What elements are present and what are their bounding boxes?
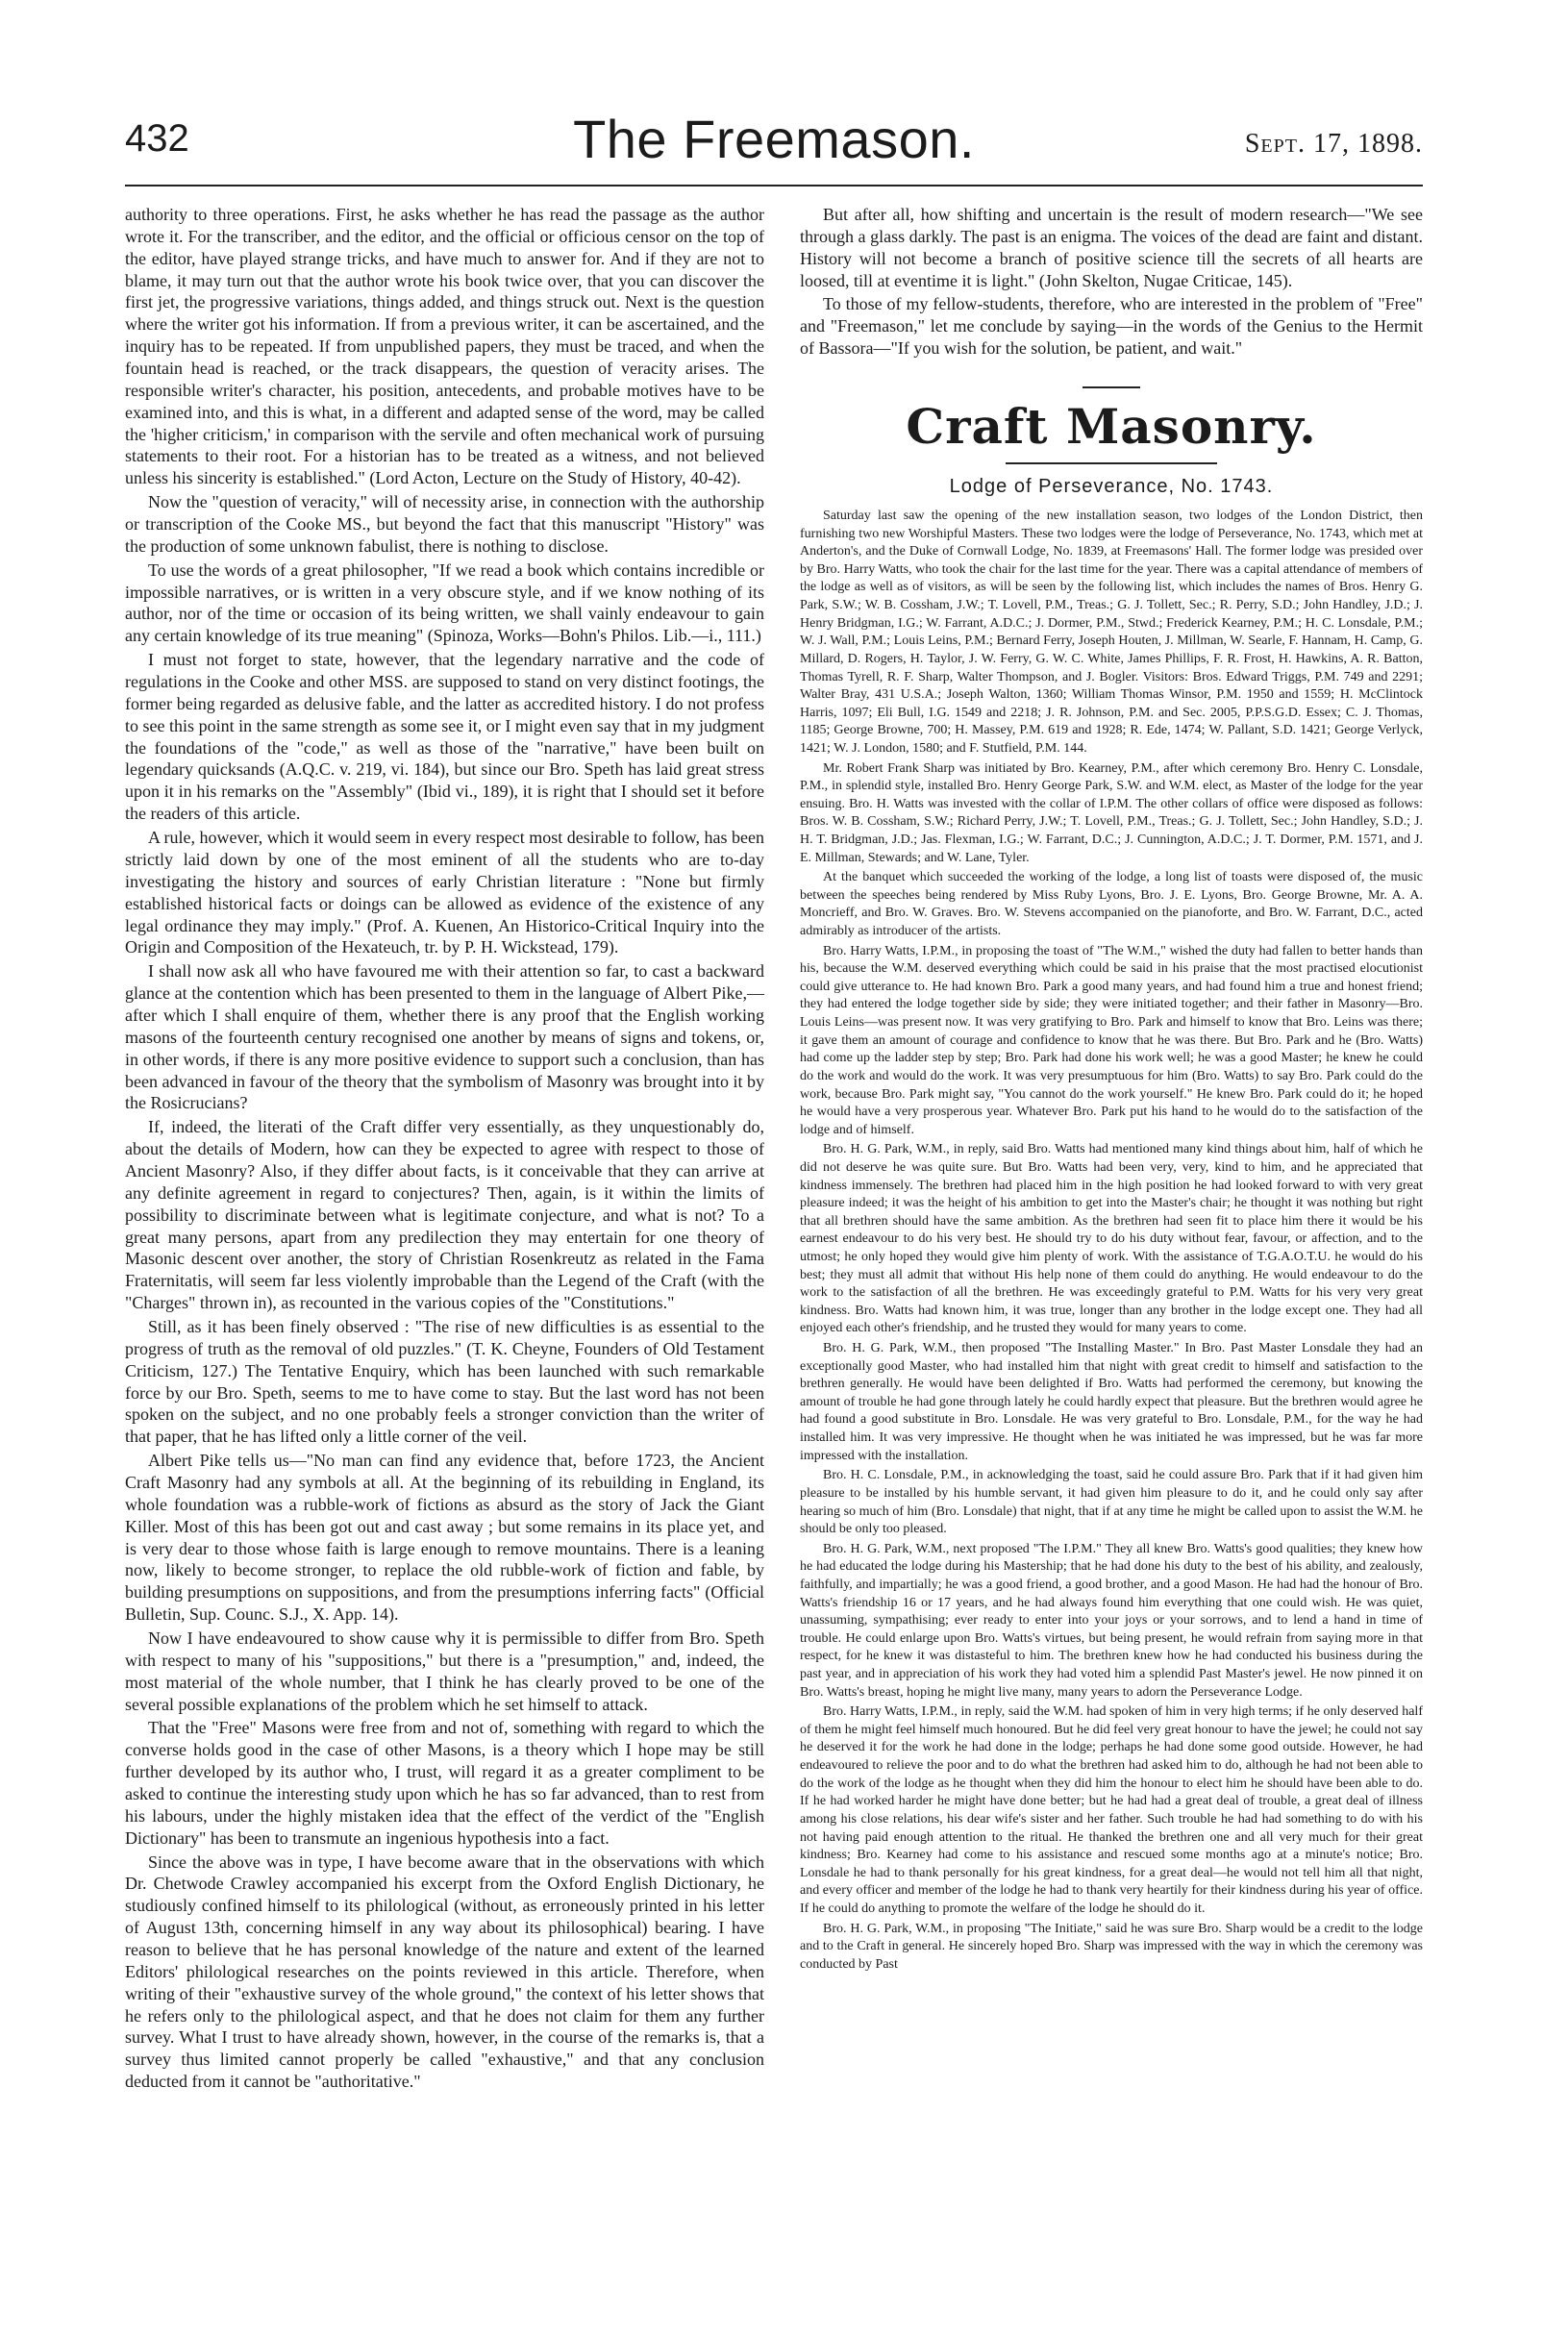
left-paragraph-12: Since the above was in type, I have become aware that in the observations with which Dr. Chetwode Crawley accompanied his excerpt from the Oxford English Dictionary, he studiously confined himself to its philological (without, as erroneously printed in his letter of August 13th, concerning himself in any way about its philosophical) bearing. I have reason to believe that he has personal knowledge of the nature and extent of the learned Editors' philological researches on the points reviewed in this article. Therefore, when writing of their "exhaustive survey of the whole ground," the context of his letter shows that he refers only to the philological aspect, and that he does not claim for them any further survey. What I trust to have already shown, however, in the course of the remarks is, that a survey thus limited cannot properly be called "exhaustive," and that any conclusion deducted from it cannot be "authoritative." <box>125 1851 764 2092</box>
left-paragraph-3: To use the words of a great philosopher, "If we read a book which contains incredible or impossible narratives, or is written in a very obscure style, and if we know nothing of its author, nor of the time or occasion of its being written, we shall vainly endeavour to gain any certain knowledge of its true meaning" (Spinoza, Works—Bohn's Philos. Lib.—i., 111.) <box>125 559 764 646</box>
report-paragraph-8: Bro. H. G. Park, W.M., next proposed "The I.P.M." They all knew Bro. Watts's good qualities; they knew how he had educated the lodge during his Mastership; that he had done his duty to the best of his ability, and zealously, faithfully, and impartially; he was a good friend, a good brother, and a good Mason. He had had the honour of Bro. Watts's friendship 16 or 17 years, and he had always found him everything that one could wish. He was quiet, unassuming, sympathising; ever ready to enter into your joys or your sorrows, and to lend a hand in time of trouble. He could enlarge upon Bro. Watts's virtues, but being present, he would refrain from saying more in that respect, for he knew it was distasteful to him. The brethren knew how he had conducted his business during the past year, and in appreciation of his work they had voted him a splendid Past Master's jewel. He now pinned it on Bro. Watts's breast, hoping he might live many, many years to adorn the Perseverance Lodge. <box>800 1541 1423 1700</box>
left-paragraph-1: authority to three operations. First, he asks whether he has read the passage as the author wrote it. For the transcriber, and the editor, and the official or officious censor on the top of the editor, have played strange tricks, and have much to answer for. And if they are not to blame, it may turn out that the author wrote his book twice over, that you can discover the first jet, the progressive variations, things added, and things struck out. Next is the question where the writer got his information. If from a previous writer, it can be ascertained, and the inquiry has to be repeated. If from unpublished papers, they must be traced, and when the fountain head is reached, or the track disappears, the question of veracity arises. The responsible writer's character, his position, antecedents, and probable motives have to be examined into, and this is what, in a different and adapted sense of the word, may be called the 'higher criticism,' in comparison with the servile and often mechanical work of pursuing statements to their root. For a historian has to be treated as a witness, and not believed unless his sincerity is established." (Lord Acton, Lecture on the Study of History, 40-42). <box>125 205 764 488</box>
left-paragraph-4: I must not forget to state, however, that the legendary narrative and the code of regulations in the Cooke and other MSS. are supposed to stand on very distinct footings, the former being regarded as delusive fable, and the latter as accredited history. I do not profess to see this point in the same strength as some see it, or I might even say that in my judgment the foundations of the "code," as well as those of the "narrative," have been built on legendary quicksands (A.Q.C. v. 219, vi. 184), but since our Bro. Speth has laid great stress upon it in his remarks on the "Assembly" (Ibid vi., 189), it is right that I should set it before the readers of this article. <box>125 650 764 824</box>
heading-rule-top <box>1083 386 1140 388</box>
left-paragraph-10: Now I have endeavoured to show cause why it is permissible to differ from Bro. Speth with respect to many of his "suppositions," but there is a "presumption," and, indeed, the most material of the whole number, that I think he has clearly proved to be one of the several possible explanations of the problem which he set himself to attack. <box>125 1628 764 1714</box>
masthead-rule <box>125 185 1423 186</box>
report-paragraph-6: Bro. H. G. Park, W.M., then proposed "The Installing Master." In Bro. Past Master Lonsdale they had an exceptionally good Master, who had installed him that night with great credit to himself and satisfaction to the brethren generally. He would have been delighted if Bro. Watts had performed the ceremony, but knowing the amount of trouble he had gone through lately he could hardly expect that pleasure. But the brethren would agree he had found a good substitute in Bro. Lonsdale. He was very grateful to Bro. Lonsdale, P.M., for the way he had installed him. It was very impressive. He thought when he was initiated he was impressed, but he was far more impressed with the installation. <box>800 1341 1423 1463</box>
report-paragraph-10: Bro. H. G. Park, W.M., in proposing "The Initiate," said he was sure Bro. Sharp would be a credit to the lodge and to the Craft in general. He sincerely hoped Bro. Sharp was impressed with the way in which the ceremony was conducted by Past <box>800 1921 1423 1972</box>
right-paragraph-1: But after all, how shifting and uncertain is the result of modern research—"We see through a glass darkly. The past is an enigma. The voices of the dead are faint and distant. History will not become a branch of positive science till the secrets of all hearts are loosed, till at eventime it is light." (John Skelton, Nugae Criticae, 145). <box>800 205 1423 290</box>
masthead <box>125 108 1423 185</box>
report-paragraph-4: Bro. Harry Watts, I.P.M., in proposing the toast of "The W.M.," wished the duty had fallen to better hands than his, because the W.M. deserved everything which could be said in his praise that the most practised elocutionist could give utterance to. He had known Bro. Park a good many years, and had found him a true and honest friend; they had entered the lodge together side by side; they were initiated together; and their father in Masonry—Bro. Louis Leins—was present now. It was very gratifying to Bro. Park and himself to know that Bro. Leins was there; it gave them an amount of courage and confidence to know that he was there. But Bro. Park and he (Bro. Watts) had come up the ladder step by step; Bro. Park had done his work well; he was a good Master; he knew he could do the work and would do the work. It was very presumptuous for him (Bro. Watts) to say Bro. Park could do the work, because Bro. Park might say, "You cannot do the work yourself." He knew Bro. Park could do it; he hoped he would have a very prosperous year. Whatever Bro. Park put his hand to he would do to the satisfaction of the lodge and of himself. <box>800 943 1423 1137</box>
page-number: 432 <box>125 117 189 160</box>
left-paragraph-8: Still, as it has been finely observed : "The rise of new difficulties is as essential to the progress of truth as the removal of old puzzles." (T. K. Cheyne, Founders of Old Testament Criticism, 127.) The Tentative Enquiry, which has been launched with such remarkable force by our Bro. Speth, seems to me to have come to stay. But the last word has not been spoken on the subject, and no one probably feels a stronger conviction than the writer of that paper, that he has lifted only a little corner of the veil. <box>125 1316 764 1447</box>
report-paragraph-9: Bro. Harry Watts, I.P.M., in reply, said the W.M. had spoken of him in very high terms; if he only deserved half of them he might feel himself much honoured. But he did feel very great honour to have the jewel; he could not say he deserved it for the work he had done in the lodge; perhaps he had done some good outside. However, he had endeavoured to relieve the poor and to do what the brethren had asked him to do, although he had not been able to do the work of the lodge as he thought when they did him the honour to elect him he should have been able to do. If he had worked harder he might have done better; but he had had a great deal of trouble, a great deal of illness among his close relations, his dear wife's sister and her father. Such trouble he had had something to do with his not having paid enough attention to the ritual. He thanked the brethren one and all very much for their great kindness; Bro. Kearney had come to his assistance and rescued some months ago at a minute's notice; Bro. Lonsdale he had to thank personally for his great kindness, for a great deal—he would not tell him all that night, and every officer and member of the lodge he had to thank very heartily for their kindness during his year of office. If he could do anything to promote the welfare of the lodge he should do it. <box>800 1704 1423 1916</box>
lodge-subheading: Lodge of Perseverance, No. 1743. <box>949 476 1274 498</box>
article-conclusion <box>800 204 1423 360</box>
report-paragraph-3: At the banquet which succeeded the working of the lodge, a long list of toasts were disposed of, the music between the speeches being rendered by Miss Ruby Lyons, Bro. J. E. Lyons, Bro. George Browne, Mr. A. A. Moncrieff, and Bro. W. Graves. Bro. W. Stevens accompanied on the pianoforte, and Bro. W. Farrant, D.C., acted admirably as introducer of the artists. <box>800 870 1423 939</box>
publication-title: The Freemason. <box>573 109 975 169</box>
heading-rule-bottom <box>1006 462 1217 464</box>
section-heading <box>800 386 1423 464</box>
report-paragraph-5: Bro. H. G. Park, W.M., in reply, said Bro. Watts had mentioned many kind things about him, half of which he did not deserve he was quite sure. But Bro. Watts had been very, very, kind to him, and he appreciated that kindness immensely. The brethren had placed him in the high position he had looked forward to with very great pleasure indeed; it was the height of his ambition to get into the Master's chair; he thought it was nothing but right that all brethren should have the same ambition. As the brethren had seen fit to place him there it would be his earnest endeavour to do his very best. He should try to do his duty without fear, favour, or affection, and to the utmost; he only hoped they would give him plenty of work. With the assistance of T.G.A.O.T.U. he would do his best; they must all admit that without His help none of them could do anything. He would endeavour to do the work to the satisfaction of all the brethren. He was exceedingly grateful to P.M. Watts for his very very great kindness. Bro. Watts had known him, it was true, longer than any brother in the lodge except one. They had all enjoyed each other's friendship, and he trusted they would for many years to come. <box>800 1142 1423 1336</box>
lodge-report <box>800 508 1423 1974</box>
left-paragraph-2: Now the "question of veracity," will of necessity arise, in connection with the authorship or transcription of the Cooke MS., but beyond the fact that this manuscript "History" was the production of some unknown fabulist, there is nothing to disclose. <box>125 492 764 556</box>
report-paragraph-2: Mr. Robert Frank Sharp was initiated by Bro. Kearney, P.M., after which ceremony Bro. Henry C. Lonsdale, P.M., in splendid style, installed Bro. Henry George Park, S.W. and W.M. elect, as Master of the lodge for the year ensuing. Bro. H. Watts was invested with the collar of I.P.M. The other collars of office were disposed as follows: Bros. W. B. Cossham, S.W.; Richard Perry, J.W.; T. Lovell, P.M., Treas.; G. J. Tollett, Sec.; John Handley, S.D.; J. H. T. Bridgman, J.D.; Jas. Flexman, I.G.; W. Farrant, D.C.; J. Cunnington, A.D.C.; J. T. Dormer, P.M. 1571, and J. E. Millman, Stewards; and W. Lane, Tyler. <box>800 760 1423 865</box>
left-paragraph-5: A rule, however, which it would seem in every respect most desirable to follow, has been strictly laid down by one of the most eminent of all the students who are to-day investigating the history and sources of early Christian literature : "None but firmly established historical facts or doings can be allowed as evidence of the existence of any legal ordinance they may imply." (Prof. A. Kuenen, An Historico-Critical Inquiry into the Origin and Composition of the Hexateuch, tr. by P. H. Wickstead, 179). <box>125 828 764 957</box>
report-paragraph-7: Bro. H. C. Lonsdale, P.M., in acknowledging the toast, said he could assure Bro. Park that if it had given him pleasure to be installed by his humble servant, it had given him pleasure to do it, and he could only say after hearing so much of him (Bro. Lonsdale) that night, that if at any time he might be called upon to assist the W.M. he should be only too pleased. <box>800 1468 1423 1537</box>
right-column <box>800 204 1423 1976</box>
left-paragraph-9: Albert Pike tells us—"No man can find any evidence that, before 1723, the Ancient Craft Masonry had any symbols at all. At the beginning of its rebuilding in England, its whole foundation was a rubble-work of fictions as absurd as the story of Jack the Giant Killer. Most of this has been got out and cast away ; but some remains in its place yet, and is very dear to those whose faith is large enough to remove mountains. There is a leaning now, likely to become stronger, to replace the old rubble-work of fiction and fable, by building presumptions on suppositions, and from the presumptions inferring facts" (Official Bulletin, Sup. Counc. S.J., X. App. 14). <box>125 1451 764 1625</box>
left-paragraph-6: I shall now ask all who have favoured me with their attention so far, to cast a backward glance at the contention which has been presented to them in the language of Albert Pike,—after which I shall enquire of them, whether there is any proof that the English working masons of the fourteenth century recognised one another by means of signs and tokens, or, in other words, if there is any more positive evidence to support such a conclusion, than has been advanced in favour of the theory that the symbolism of Masonry was brought into it by the Rosicrucians? <box>125 961 764 1113</box>
section-title: Craft Masonry. <box>906 398 1317 456</box>
left-column <box>125 204 764 2095</box>
left-paragraph-11: That the "Free" Masons were free from and not of, something with regard to which the converse holds good in the case of other Masons, is a theory which I hope may be still further developed by its author who, I trust, will regard it as a greater compliment to be asked to continue the interesting study upon which he has so far advanced, than to rest from his labours, under the highly mistaken idea that the effect of the verdict of the "English Dictionary" has been to transmute an ingenious hypothesis into a fact. <box>125 1718 764 1848</box>
right-paragraph-2: To those of my fellow-students, therefore, who are interested in the problem of "Free" and "Freemason," let me conclude by saying—in the words of the Genius to the Hermit of Bassora—"If you wish for the solution, be patient, and wait." <box>800 294 1423 359</box>
report-paragraph-1: Saturday last saw the opening of the new installation season, two lodges of the London District, then furnishing two new Worshipful Masters. These two lodges were the lodge of Perseverance, No. 1743, which met at Anderton's, and the Duke of Cornwall Lodge, No. 1839, at Freemasons' Hall. The former lodge was presided over by Bro. Harry Watts, who took the chair for the last time for the year. There was a capital attendance of members of the lodge as well as of visitors, as will be seen by the following list, which includes the names of Bros. Henry G. Park, S.W.; W. B. Cossham, J.W.; T. Lovell, P.M., Treas.; G. J. Tollett, Sec.; R. Perry, S.D.; John Handley, J.D.; J. Henry Bridgman, I.G.; W. Farrant, A.D.C.; J. Dormer, P.M., Stwd.; Frederick Kearney, P.M.; H. C. Lonsdale, P.M.; W. J. Wall, P.M.; Louis Leins, P.M.; Bernard Ferry, Joseph Houten, J. Millman, W. Searle, F. Hannam, H. Camp, G. Millard, D. Rogers, H. Taylor, J. W. Ferry, G. W. C. White, James Phillips, F. R. Frost, H. Hawkins, A. R. Batton, Thomas Tyrell, R. F. Sharp, Walter Thompson, and J. Bogler. Visitors: Bros. Edward Triggs, P.M. 749 and 2291; Walter Bray, 431 U.S.A.; Joseph Walton, 1360; William Thomas Winsor, P.M. 1950 and 1559; H. McClintock Harris, 1097; Eli Bull, I.G. 1549 and 2218; J. R. Johnson, P.M. and Sec. 2005, P.P.S.G.D. Essex; C. J. Thomas, 1185; George Browne, 700; H. Massey, P.M. 619 and 1928; R. Ede, 1474; W. Pallant, S.D. 1421; George Verlyck, 1421; W. J. London, 1580; and F. Stutfield, P.M. 144. <box>800 509 1423 756</box>
left-paragraph-7: If, indeed, the literati of the Craft differ very essentially, as they unquestionably do, about the details of Modern, how can they be expected to agree with respect to those of Ancient Masonry? Also, if they differ about facts, is it conceivable that they can arrive at any definite agreement in regard to conjectures? Then, again, is it within the limits of possibility to discriminate between what is legitimate conjecture, and what is not? To a great many persons, apart from any predilection they may entertain for one theory of Masonic descent over another, the story of Christian Rosenkreutz as related in the Fama Fraternitatis, will seem far less violently improbable than the Legend of the Craft (with the "Charges" thrown in), as recounted in the various copies of the "Constitutions." <box>125 1117 764 1313</box>
issue-date: Sept. 17, 1898. <box>1244 129 1423 159</box>
